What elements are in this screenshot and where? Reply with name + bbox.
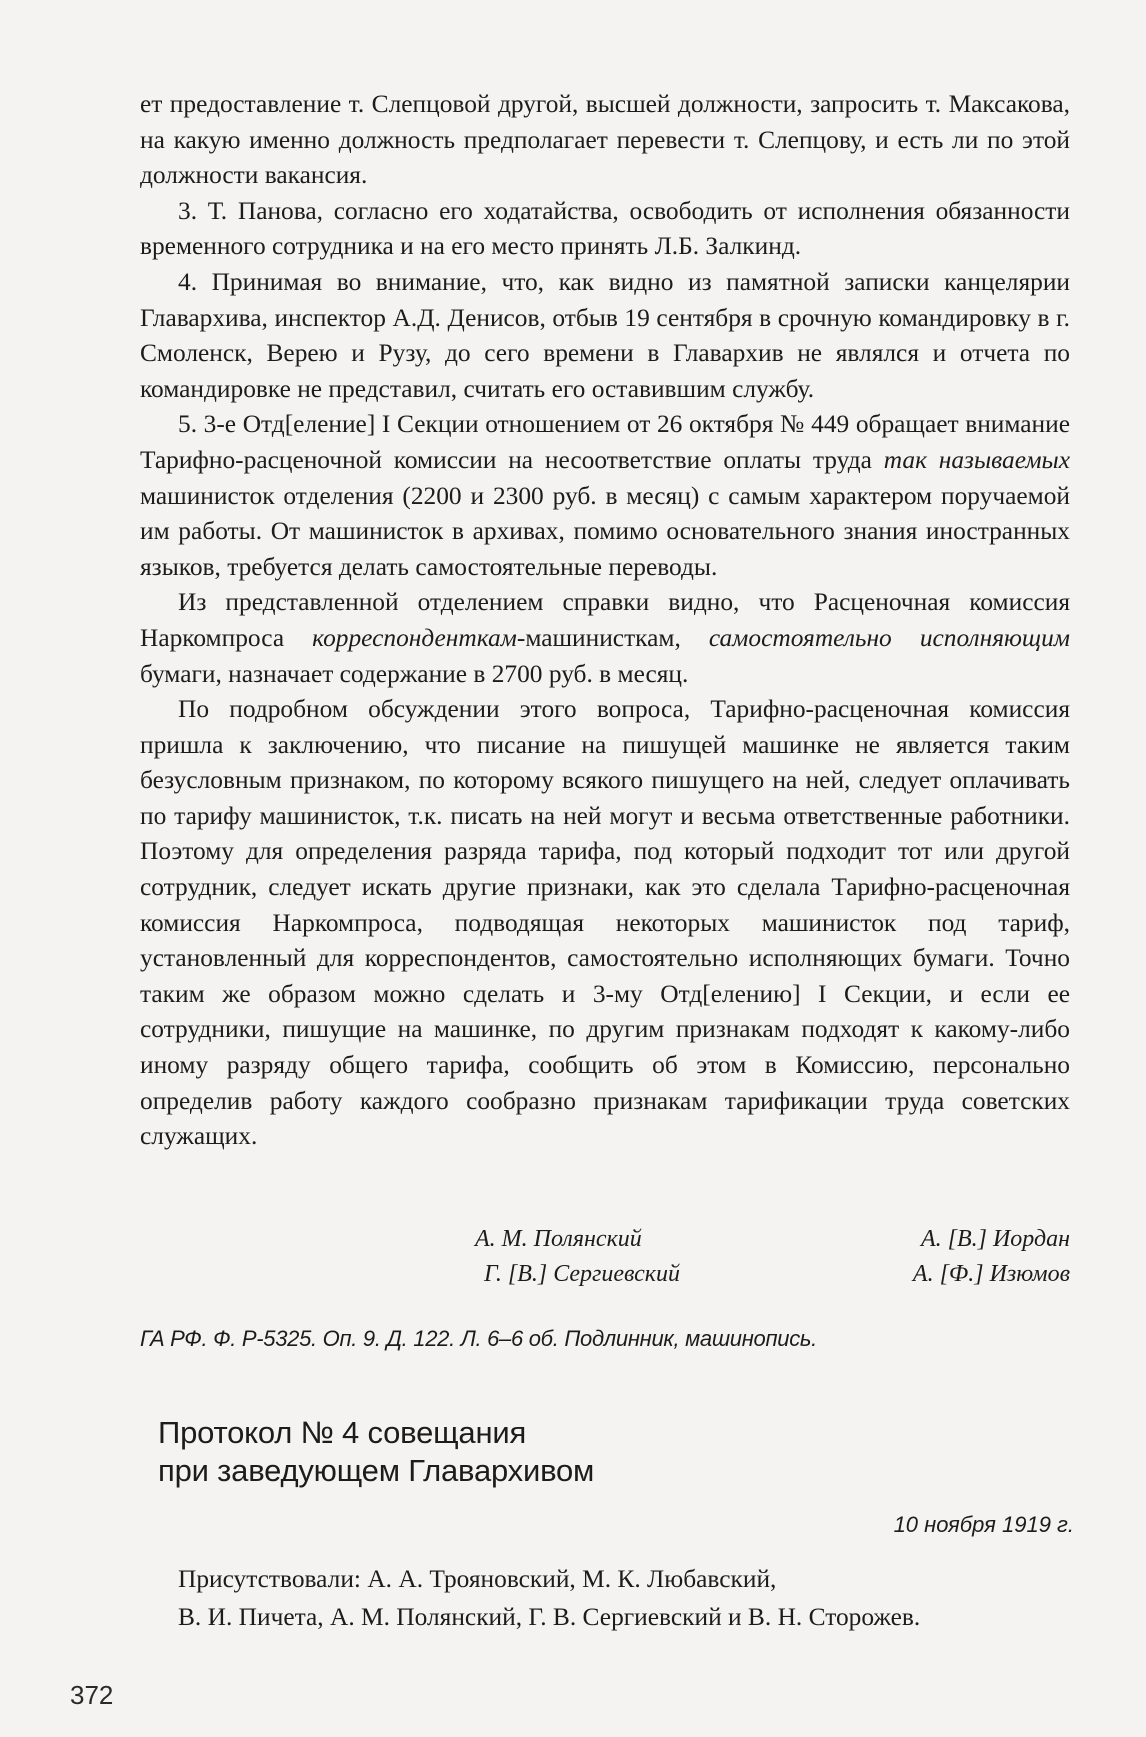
page-number: 372 bbox=[70, 1680, 114, 1710]
paragraph-5 bbox=[140, 585, 1070, 692]
paragraph-5-emphasis-2: самостоятельно исполняющим bbox=[708, 623, 1070, 652]
signature-polyansky: А. М. Полянский bbox=[475, 1226, 642, 1252]
paragraph-5-part-a: Из представленной отделением справки видно, что Расценочная комиссия Наркомпроса bbox=[140, 588, 1070, 652]
heading-line-1: Протокол № 4 совещания bbox=[158, 1415, 527, 1450]
paragraph-6: По подробном обсуждении этого вопроса, Тарифно-расценочная комиссия пришла к заключению, что писание на пишущей машинке не является таким безусловным признаком, по которому всякого пишущего на ней, следует оплачивать по тарифу машинисток, т.к. писать на ней могут и весьма ответственные работники. Поэтому для определения разряда тарифа, под который подходит тот или другой сотрудник, следует искать другие признаки, как это сделала Тарифно-расценочная комиссия Наркомпроса, подводящая некоторых машинисток под тариф, установленный для корреспондентов, самостоятельно исполняющих бумаги. Точно таким же образом можно сделать и 3-му Отд[елению] I Секции, и если ее сотрудники, пишущие на машинке, по другим признакам подходят к какому-либо иному разряду общего тарифа, сообщить об этом в Комиссию, персонально определив работу каждого сообразно признакам тарификации труда советских служащих. bbox=[140, 695, 1070, 1151]
body-text bbox=[140, 87, 1070, 1155]
archive-source: ГА РФ. Ф. Р-5325. Оп. 9. Д. 122. Л. 6–6 об. Подлинник, машинопись. bbox=[140, 1326, 817, 1351]
heading-line-2: при заведующем Главархивом bbox=[158, 1453, 595, 1488]
signature-izyumov: А. [Ф.] Изюмов bbox=[912, 1261, 1070, 1287]
paragraph-5-emphasis-1: корреспонденткам bbox=[312, 623, 517, 652]
paragraph-3: 4. Принимая во внимание, что, как видно из памятной записки канцелярии Главархива, инспектор А.Д. Денисов, отбыв 19 сентября в срочную командировку в г. Смоленск, Верею и Рузу, до сего времени в Главархив не являлся и отчета по командировке не представил, считать его оставившим службу. bbox=[140, 267, 1070, 403]
paragraph-4-part-a: 5. 3-е Отд[еление] I Секции отношением от 26 октября № 449 обращает внимание Тарифно-расценочной комиссии на несоответствие оплаты труда bbox=[140, 410, 1070, 474]
attendees bbox=[140, 1560, 1070, 1636]
paragraph-5-part-b: -машинисткам, bbox=[516, 623, 709, 652]
paragraph-5-part-c: бумаги, назначает содержание в 2700 руб. в месяц. bbox=[140, 659, 689, 688]
protocol-heading bbox=[158, 1414, 594, 1490]
signature-iordan: А. [В.] Иордан bbox=[920, 1226, 1070, 1252]
paragraph-4 bbox=[140, 407, 1070, 585]
paragraph-2: 3. Т. Панова, согласно его ходатайства, освободить от исполнения обязанности временного сотрудника и на его место принять Л.Б. Залкинд. bbox=[140, 196, 1070, 261]
protocol-date: 10 ноября 1919 г. bbox=[893, 1512, 1074, 1537]
paragraph-4-part-b: машинисток отделения (2200 и 2300 руб. в месяц) с самым характером поручаемой им работы. От машинисток в архивах, помимо основательного знания иностранных языков, требуется делать самостоятельные переводы. bbox=[140, 481, 1070, 581]
attendees-line-2: В. И. Пичета, А. М. Полянский, Г. В. Сергиевский и В. Н. Сторожев. bbox=[178, 1603, 921, 1631]
paragraph-4-emphasis: так называемых bbox=[883, 445, 1071, 474]
paragraph-1: ет предоставление т. Слепцовой другой, высшей должности, запросить т. Максакова, на какую именно должность предполагает перевести т. Слепцову, и есть ли по этой должности вакансия. bbox=[140, 90, 1070, 190]
signature-sergievsky: Г. [В.] Сергиевский bbox=[484, 1261, 681, 1287]
attendees-line-1: Присутствовали: А. А. Трояновский, М. К. Любавский, bbox=[178, 1565, 777, 1593]
